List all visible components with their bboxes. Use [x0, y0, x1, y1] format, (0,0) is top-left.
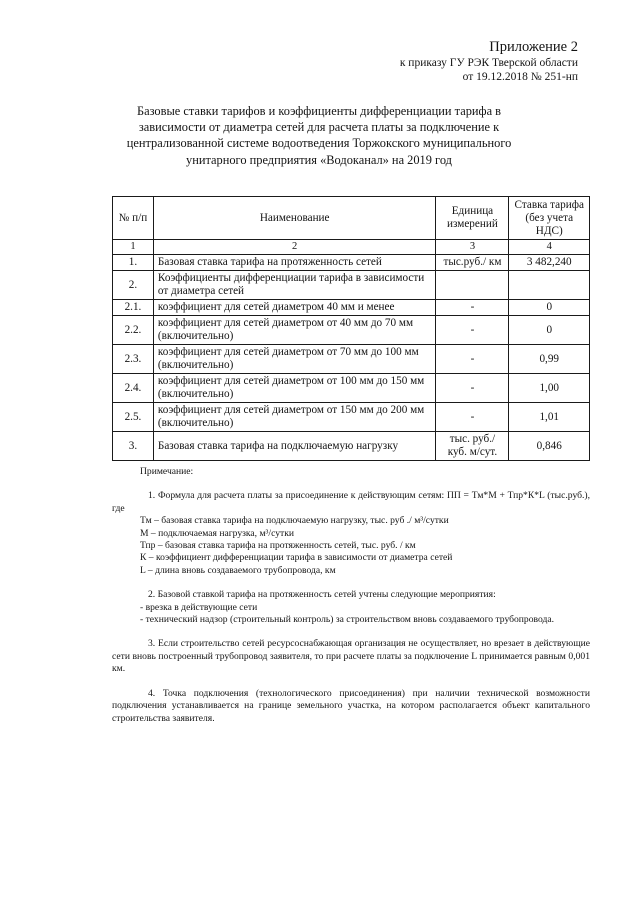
row-rate: 1,01: [509, 403, 590, 432]
row-name: коэффициент для сетей диаметром от 40 мм до 70 мм (включительно): [153, 316, 435, 345]
column-header-name: Наименование: [153, 197, 435, 240]
row-unit: тыс. руб./ куб. м/сут.: [436, 432, 509, 461]
row-rate: 3 482,240: [509, 255, 590, 271]
formula-definition: К – коэффициент дифференциации тарифа в зависимости от диаметра сетей: [140, 552, 453, 564]
row-unit: -: [436, 403, 509, 432]
row-name: Коэффициенты дифференциации тарифа в зависимости от диаметра сетей: [153, 271, 435, 300]
column-index-row: [113, 240, 590, 255]
row-name: коэффициент для сетей диаметром от 150 мм до 200 мм (включительно): [153, 403, 435, 432]
table-row: [113, 271, 590, 300]
table-row: [113, 316, 590, 345]
column-index: 4: [509, 240, 590, 255]
row-name: коэффициент для сетей диаметром 40 мм и менее: [153, 300, 435, 316]
row-unit: -: [436, 316, 509, 345]
column-index: 3: [436, 240, 509, 255]
note-1-formula: 1. Формула для расчета платы за присоединение к действующим сетям: ПП = Тм*М + Тпр*К*L (тыс.руб.), где: [112, 490, 590, 514]
column-header-unit: Единица измерений: [436, 197, 509, 240]
note-4: 4. Точка подключения (технологического присоединения) при наличии технической возможности подключения устанавливается на границе земельного участка, на котором располагается объект капитального строительства заявителя.: [112, 687, 590, 724]
order-reference: к приказу ГУ РЭК Тверской области: [399, 57, 578, 69]
table-row: [113, 403, 590, 432]
row-unit: [436, 271, 509, 300]
column-index: 2: [153, 240, 435, 255]
column-index: 1: [113, 240, 154, 255]
row-number: 2.1.: [113, 300, 154, 316]
row-name: Базовая ставка тарифа на подключаемую нагрузку: [153, 432, 435, 461]
note-2-item: - врезка в действующие сети: [140, 601, 258, 613]
table-header-row: [113, 197, 590, 240]
table-row: [113, 345, 590, 374]
formula-definition: L – длина вновь создаваемого трубопровода, км: [140, 564, 336, 576]
row-number: 2.3.: [113, 345, 154, 374]
row-number: 2.4.: [113, 374, 154, 403]
table-row: [113, 300, 590, 316]
table-row: [113, 255, 590, 271]
row-name: Базовая ставка тарифа на протяженность сетей: [153, 255, 435, 271]
document-header: [400, 38, 578, 84]
row-name: коэффициент для сетей диаметром от 70 мм до 100 мм (включительно): [153, 345, 435, 374]
note-3: 3. Если строительство сетей ресурсоснабжающая организация не осуществляет, но врезает в действующие сети вновь построенный трубопровод заявителя, то при расчете платы за подключение L принимается равным 0,001 км.: [112, 638, 590, 675]
row-number: 3.: [113, 432, 154, 461]
notes-section: [112, 466, 590, 725]
row-unit: -: [436, 345, 509, 374]
row-number: 2.: [113, 271, 154, 300]
formula-definition: Тпр – базовая ставка тарифа на протяженность сетей, тыс. руб. / км: [140, 540, 416, 552]
row-rate: 1,00: [509, 374, 590, 403]
note-2-item: - технический надзор (строительный контроль) за строительством вновь создаваемого трубопровода.: [140, 614, 555, 626]
tariff-table: [112, 196, 590, 461]
table-row: [113, 374, 590, 403]
row-name: коэффициент для сетей диаметром от 100 мм до 150 мм (включительно): [153, 374, 435, 403]
column-header-rate: Ставка тарифа (без учета НДС): [509, 197, 590, 240]
order-date-number: от 19.12.2018 № 251-нп: [462, 71, 578, 83]
row-unit: -: [436, 374, 509, 403]
row-rate: 0: [509, 316, 590, 345]
note-2: 2. Базовой ставкой тарифа на протяженность сетей учтены следующие мероприятия:: [148, 589, 496, 601]
formula-definition: М – подключаемая нагрузка, м³/сутки: [140, 527, 295, 539]
row-rate: 0,99: [509, 345, 590, 374]
row-number: 2.2.: [113, 316, 154, 345]
table-row: [113, 432, 590, 461]
row-rate: 0,846: [509, 432, 590, 461]
document-title: Базовые ставки тарифов и коэффициенты дифференциации тарифа в зависимости от диаметра сетей для расчета платы за подключение к централизованной системе водоотведения Торжокского муниципального унитарного предприятия «Водоканал» на 2019 год: [126, 104, 512, 167]
row-rate: 0: [509, 300, 590, 316]
row-unit: -: [436, 300, 509, 316]
notes-label: Примечание:: [140, 466, 194, 477]
column-header-number: № п/п: [113, 197, 154, 240]
row-number: 2.5.: [113, 403, 154, 432]
appendix-label: Приложение 2: [489, 39, 578, 55]
row-number: 1.: [113, 255, 154, 271]
row-rate: [509, 271, 590, 300]
formula-definition: Тм – базовая ставка тарифа на подключаемую нагрузку, тыс. руб ./ м³/сутки: [140, 515, 449, 527]
row-unit: тыс.руб./ км: [436, 255, 509, 271]
